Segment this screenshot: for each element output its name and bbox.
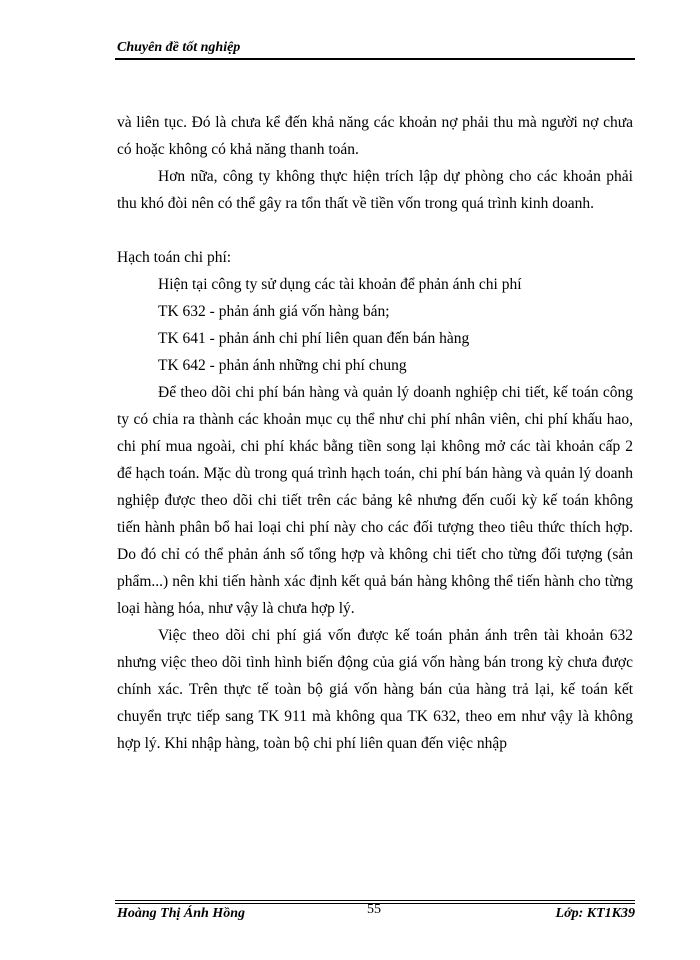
paragraph-gap [117,217,633,244]
paragraph-continuation: và liên tục. Đó là chưa kể đến khả năng các khoản nợ phải thu mà người nợ chưa có hoặc không có khả năng thanh toán. [117,114,633,158]
document-body [117,109,633,757]
paragraph-provision: Hơn nữa, công ty không thực hiện trích lập dự phòng cho các khoản phải thu khó đòi nên có thể gây ra tổn thất về tiền vốn trong quá trình kinh doanh. [117,168,633,212]
paragraph-cost-tracking: Để theo dõi chi phí bán hàng và quản lý doanh nghiệp chi tiết, kế toán công ty có chia ra thành các khoản mục cụ thể như chi phí nhân viên, chi phí khấu hao, chi phí mua ngoài, chi phí khác bằng tiền song lại không mở các tài khoản cấp 2 để hạch toán. Mặc dù trong quá trình hạch toán, chi phí bán hàng và quản lý doanh nghiệp được theo dõi chi tiết trên các bảng kê nhưng đến cuối kỳ kế toán không tiến hành phân bổ hai loại chi phí này cho các đối tượng theo tiêu thức thích hợp. Do đó chỉ có thể phản ánh số tổng hợp và không chi tiết cho từng đối tượng (sản phẩm...) nên khi tiến hành xác định kết quả bán hàng không thể tiến hành cho từng loại hàng hóa, như vậy là chưa hợp lý. [117,384,633,617]
account-item: TK 641 - phản ánh chi phí liên quan đến bán hàng [158,330,470,347]
header-title: Chuyên đề tốt nghiệp [117,40,241,55]
footer-divider [115,900,635,901]
accounts-intro: Hiện tại công ty sử dụng các tài khoản để phản ánh chi phí [158,276,522,293]
page-number: 55 [367,902,381,917]
footer-author: Hoàng Thị Ánh Hồng [117,906,245,921]
footer-class-label: Lớp: KT1K39 [555,906,635,921]
account-item: TK 632 - phản ánh giá vốn hàng bán; [158,303,390,320]
paragraph-cogs: Việc theo dõi chi phí giá vốn được kế toán phản ánh trên tài khoản 632 nhưng việc theo dõi tình hình biến động của giá vốn hàng bán trong kỳ chưa được chính xác. Trên thực tế toàn bộ giá vốn hàng bán của hàng trả lại, kế toán kết chuyển trực tiếp sang TK 911 mà không qua TK 632, theo em như vậy là không hợp lý. Khi nhập hàng, toàn bộ chi phí liên quan đến việc nhập [117,627,633,752]
account-item: TK 642 - phản ánh những chi phí chung [158,357,407,374]
header-divider [115,58,635,60]
section-heading: Hạch toán chi phí: [117,249,232,266]
